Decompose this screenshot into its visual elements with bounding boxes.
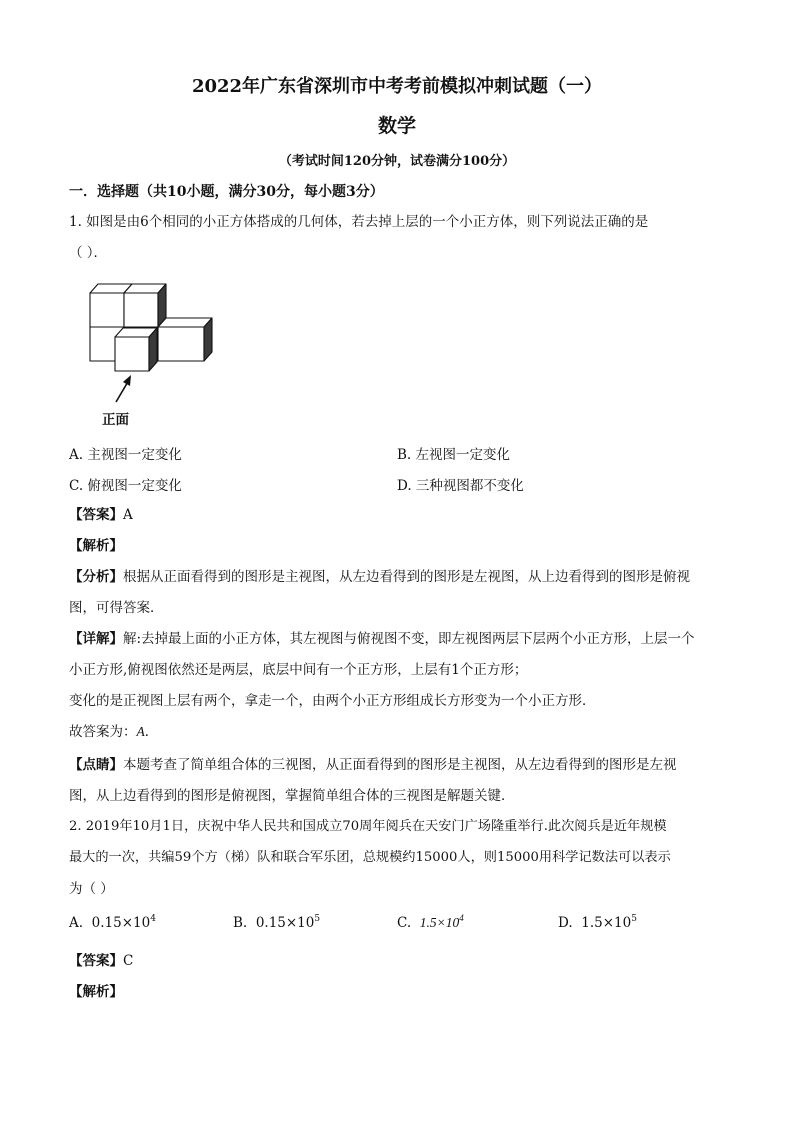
front-arrow-icon	[116, 375, 131, 402]
dianjing-text1: 本题考查了简单组合体的三视图，从正面看得到的图形是主视图，从左边看得到的图形是左视	[123, 757, 677, 773]
conclusion-prefix: 故答案为：	[69, 724, 137, 740]
q2-d-exp: 5	[631, 914, 637, 924]
q1-xiangjie-line3: 变化的是正视图上层有两个，拿走一个，由两个小正方形组成长方形变为一个小正方形．	[69, 693, 596, 709]
q1-dianjing-line1	[69, 755, 677, 775]
dianjing-tag: 【点睛】	[69, 757, 123, 773]
q1-stem-line1: 1. 如图是由6个相同的小正方体搭成的几何体，若去掉上层的一个小正方体，则下列说法正确的是	[69, 214, 649, 230]
conclusion-value: A	[136, 724, 145, 739]
conclusion-suffix: ．	[144, 724, 159, 740]
q1-option-a: A. 主视图一定变化	[69, 447, 182, 463]
q1-option-c: C. 俯视图一定变化	[69, 478, 182, 494]
q1-stem-line2: （ ）．	[69, 245, 108, 261]
q2-d-label: D.	[558, 915, 573, 931]
q1-option-b: B. 左视图一定变化	[397, 447, 511, 463]
q2-option-a	[69, 915, 156, 931]
q1-xiangjie-line1	[69, 629, 695, 649]
q2-answer-tag: 【答案】	[69, 953, 123, 969]
fenxi-text1: 根据从正面看得到的图形是主视图，从左边看得到的图形是左视图，从上边看得到的图形是俯视	[123, 569, 690, 585]
q2-c-exp: 4	[459, 913, 464, 923]
q2-stem-line3: 为（ ）	[69, 881, 114, 897]
q1-answer: A	[123, 507, 133, 523]
section-heading: 一．选择题（共10小题，满分30分，每小题3分）	[69, 184, 384, 200]
xiangjie-text1: 解:去掉最上面的小正方体，其左视图与俯视图不变，即左视图两层下层两个小正方形，上层一个	[123, 631, 695, 647]
q1-dianjing-line2: 图，从上边看得到的图形是俯视图，掌握简单组合体的三视图是解题关键．	[69, 788, 515, 804]
q2-c-label: C.	[397, 915, 412, 931]
q2-option-c	[397, 915, 464, 931]
q1-answer-line	[69, 505, 133, 525]
q2-analysis-tag: 【解析】	[69, 984, 123, 1000]
q2-c-base: 1.5×10	[419, 915, 460, 930]
exam-title: 2022年广东省深圳市中考考前模拟冲刺试题（一）	[191, 76, 603, 97]
q1-fenxi-line1	[69, 567, 690, 587]
q1-fenxi-line2: 图，可得答案．	[69, 600, 164, 616]
q1-analysis-tag: 【解析】	[69, 538, 123, 554]
q1-option-d: D. 三种视图都不变化	[397, 478, 524, 494]
q2-b-base: 0.15×10	[255, 915, 315, 931]
q2-a-exp: 4	[150, 914, 156, 924]
q2-stem-line1: 2. 2019年10月1日，庆祝中华人民共和国成立70周年阅兵在天安门广场隆重举行.此次阅兵是近年规模	[69, 819, 667, 834]
q2-option-d	[558, 915, 637, 931]
exam-subject: 数学	[377, 115, 416, 137]
cube-figure	[84, 278, 224, 428]
q2-answer-line	[69, 951, 133, 971]
q2-b-exp: 5	[314, 914, 321, 924]
exam-note: （考试时间120分钟，试卷满分100分）	[278, 154, 516, 169]
fenxi-tag: 【分析】	[69, 569, 123, 585]
q2-answer: C	[123, 953, 134, 969]
q2-d-base: 1.5×10	[581, 915, 632, 931]
q1-xiangjie-line2: 小正方形,俯视图依然还是两层，底层中间有一个正方形，上层有1个正方形；	[69, 662, 528, 678]
q1-conclusion	[69, 722, 158, 742]
q2-a-base: 0.15×10	[91, 915, 151, 931]
q2-b-label: B.	[233, 915, 248, 931]
q2-option-b	[233, 915, 320, 931]
figure-label-front: 正面	[102, 412, 129, 428]
xiangjie-tag: 【详解】	[69, 631, 123, 647]
q2-a-label: A.	[69, 915, 84, 931]
q2-stem-line2: 最大的一次，共编59个方（梯）队和联合军乐团，总规模约15000人，则15000用科学记数法可以表示	[69, 850, 671, 865]
answer-tag: 【答案】	[69, 507, 123, 523]
